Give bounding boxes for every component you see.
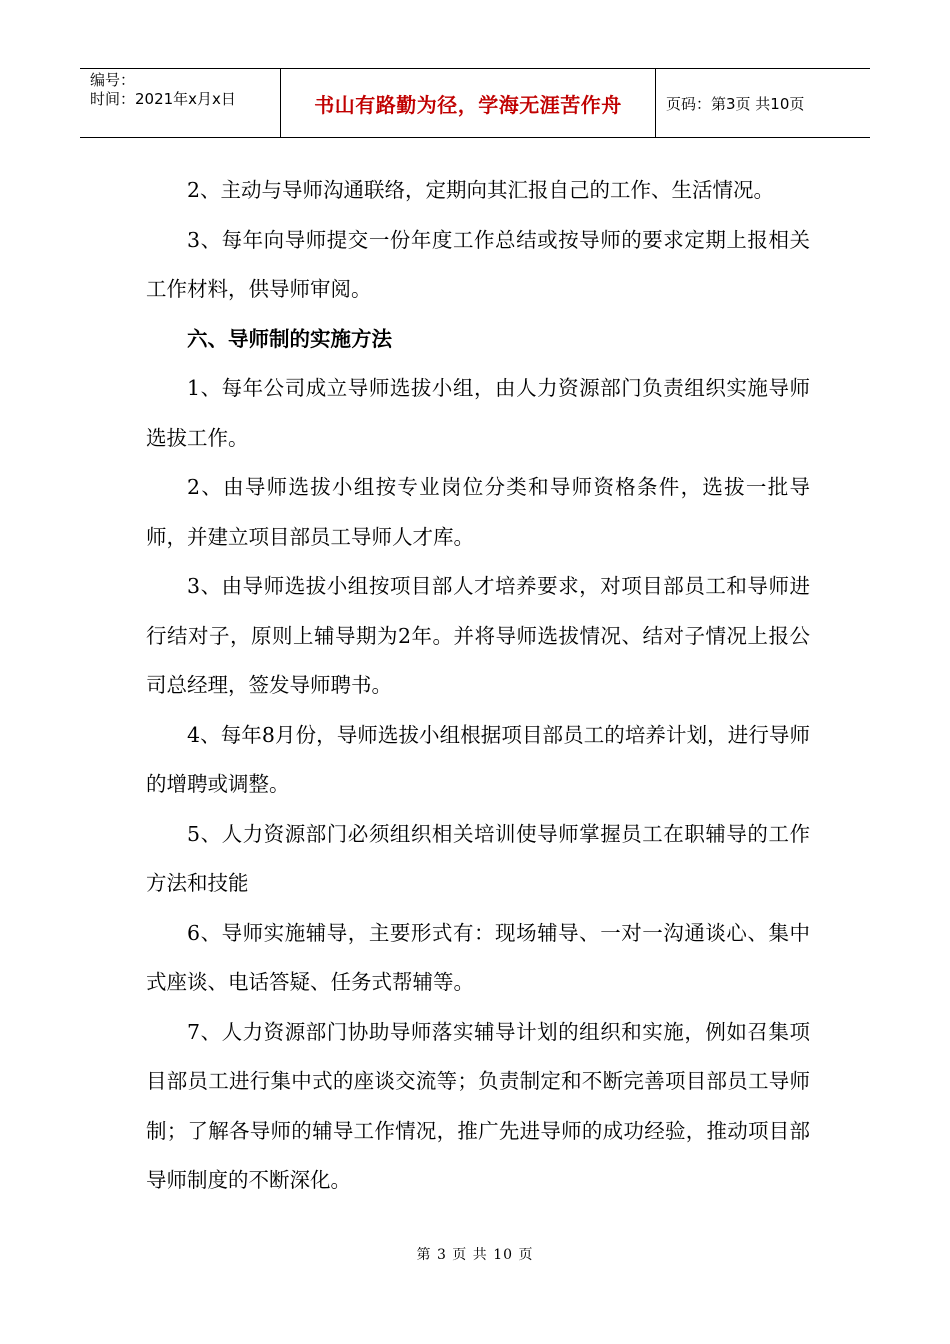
header-motto: 书山有路勤为径，学海无涯苦作舟 — [314, 92, 622, 117]
header-motto-cell — [281, 69, 656, 137]
page-footer: 第 3 页 共 10 页 — [416, 1247, 534, 1263]
paragraph: 3、每年向导师提交一份年度工作总结或按导师的要求定期上报相关工作材料，供导师审阅。 — [146, 227, 810, 301]
document-body — [146, 166, 810, 1206]
page-header — [80, 68, 870, 138]
paragraph: 2、由导师选拔小组按专业岗位分类和导师资格条件，选拔一批导师，并建立项目部员工导师人才库。 — [146, 475, 810, 549]
paragraph: 7、人力资源部门协助导师落实辅导计划的组织和实施，例如召集项目部员工进行集中式的座谈交流等；负责制定和不断完善项目部员工导师制；了解各导师的辅导工作情况，推广先进导师的成功经验，推动项目部导师制度的不断深化。 — [146, 1019, 810, 1192]
paragraph: 5、人力资源部门必须组织相关培训使导师掌握员工在职辅导的工作方法和技能 — [146, 821, 810, 895]
header-meta — [80, 69, 281, 137]
paragraph: 4、每年8月份，导师选拔小组根据项目部员工的培养计划，进行导师的增聘或调整。 — [146, 722, 810, 796]
paragraph: 6、导师实施辅导，主要形式有：现场辅导、一对一沟通谈心、集中式座谈、电话答疑、任务式帮辅等。 — [146, 920, 810, 994]
document-number-label: 编号： — [90, 71, 136, 89]
document-date: 时间：2021年x月x日 — [90, 90, 236, 108]
paragraph: 1、每年公司成立导师选拔小组，由人力资源部门负责组织实施导师选拔工作。 — [146, 376, 810, 450]
section-heading: 六、导师制的实施方法 — [187, 326, 392, 351]
paragraph: 3、由导师选拔小组按项目部人才培养要求，对项目部员工和导师进行结对子，原则上辅导期为2年。并将导师选拔情况、结对子情况上报公司总经理，签发导师聘书。 — [146, 574, 810, 697]
paragraph: 2、主动与导师沟通联络，定期向其汇报自己的工作、生活情况。 — [187, 178, 775, 202]
header-page-info: 页码：第3页 共10页 — [666, 94, 805, 113]
